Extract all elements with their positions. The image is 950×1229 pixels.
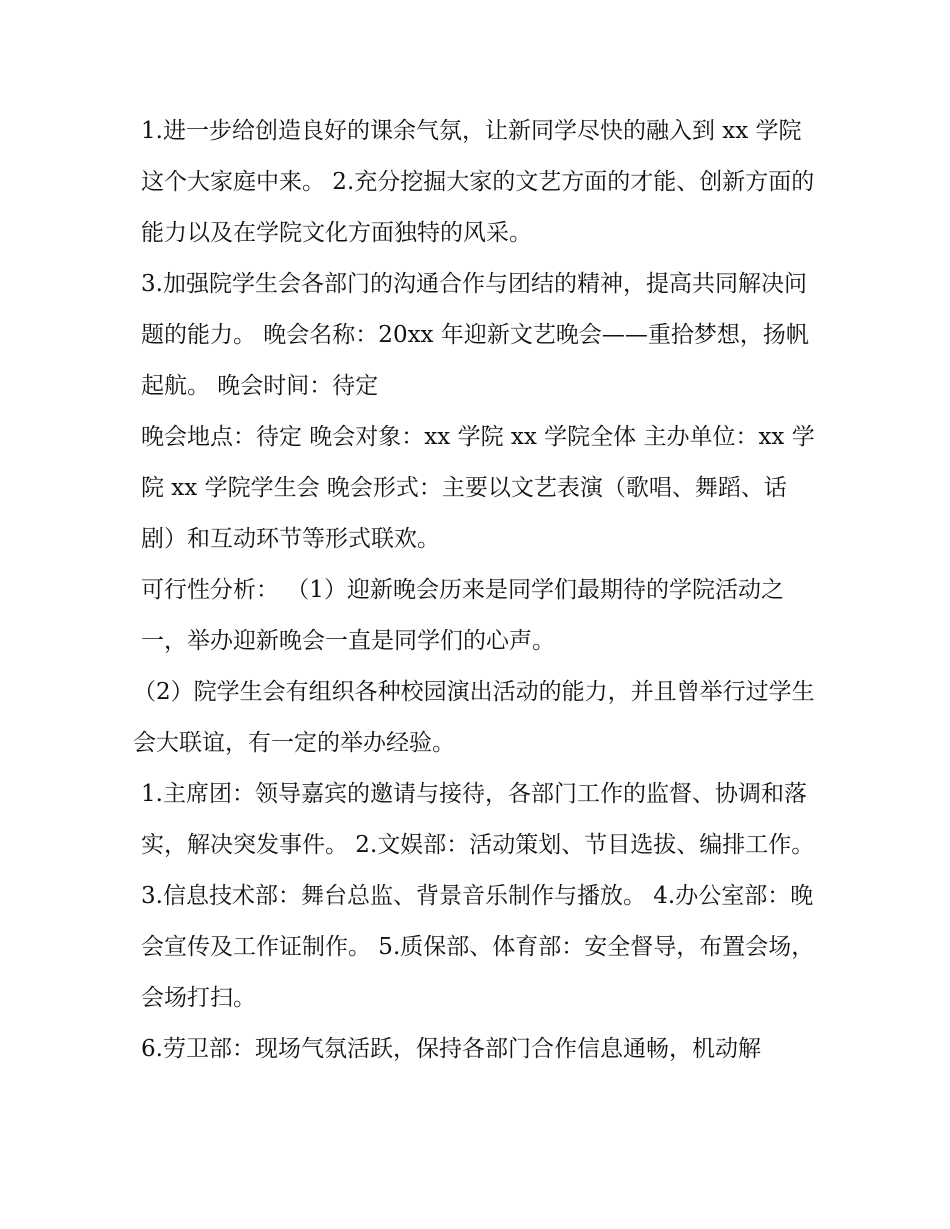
paragraph-event-details: 晚会地点：待定 晚会对象：xx 学院 xx 学院全体 主办单位：xx 学院 xx 学院学生会 晚会形式：主要以文艺表演（歌唱、舞蹈、话剧）和互动环节等形式联欢。 (141, 424, 815, 552)
paragraph-feasibility-2: （2）院学生会有组织各种校园演出活动的能力，并且曾举行过学生会大联谊，有一定的举办经验。 (133, 679, 815, 756)
paragraph-objective-3-and-event-info: 3.加强院学生会各部门的沟通合作与团结的精神，提高共同解决问题的能力。 晚会名称：20xx 年迎新文艺晚会——重拾梦想，扬帆起航。 晚会时间：待定 (141, 271, 809, 399)
paragraph-duties-3-5: 3.信息技术部：舞台总监、背景音乐制作与播放。 4.办公室部：晚会宣传及工作证制作。 5.质保部、体育部：安全督导，布置会场，会场打扫。 (141, 883, 815, 1011)
document-body (133, 106, 821, 1075)
paragraph-duties-6: 6.劳卫部：现场气氛活跃，保持各部门合作信息通畅，机动解 (141, 1036, 761, 1062)
paragraph-duties-1-2: 1.主席团：领导嘉宾的邀请与接待，各部门工作的监督、协调和落实，解决突发事件。 2.文娱部：活动策划、节目选拔、编排工作。 (141, 781, 815, 858)
paragraph-objectives-1-2: 1.进一步给创造良好的课余气氛，让新同学尽快的融入到 xx 学院这个大家庭中来。 2.充分挖掘大家的文艺方面的才能、创新方面的能力以及在学院文化方面独特的风采。 (141, 118, 815, 246)
paragraph-feasibility-1: 可行性分析： （1）迎新晚会历来是同学们最期待的学院活动之一，举办迎新晚会一直是同学们的心声。 (141, 577, 784, 654)
